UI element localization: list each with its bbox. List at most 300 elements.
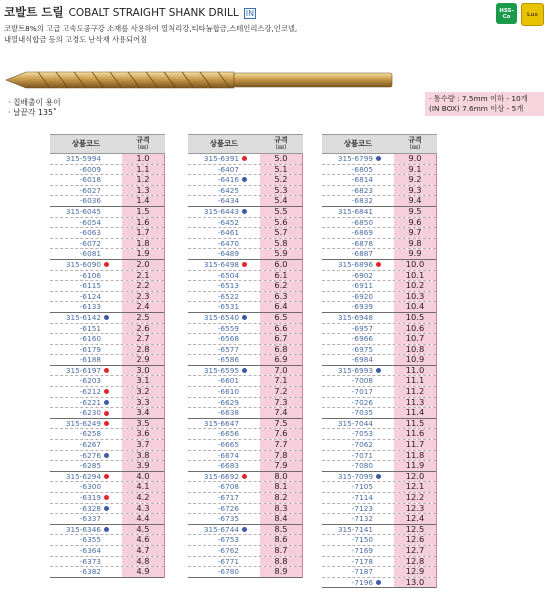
red-dot-icon [376,262,381,267]
header-size-label: 규격 [136,136,150,144]
size-cell: 6.1 [260,271,302,281]
product-code-cell [322,546,394,556]
product-code-cell [50,207,122,217]
product-code: -6939 [351,302,373,312]
product-code-cell [50,345,122,355]
product-code-cell [50,175,122,185]
product-code: -7178 [351,556,373,566]
product-code-cell [188,207,260,217]
size-cell: 6.5 [260,313,302,323]
product-code-cell [188,302,260,312]
size-cell: 5.4 [260,196,302,206]
header-size [394,135,436,153]
product-code-cell [188,260,260,270]
size-cell: 10.9 [394,355,436,365]
product-code: -7017 [351,387,373,397]
size-cell: 8.1 [260,482,302,492]
red-dot-icon [104,389,109,394]
size-cell: 5.9 [260,249,302,259]
product-code: -6717 [217,493,239,502]
product-code-cell [188,366,260,376]
product-code-cell [322,239,394,249]
blue-dot-icon [376,580,381,585]
product-code: -6133 [79,302,101,312]
product-code: -6300 [79,482,101,492]
size-cell: 6.4 [260,302,302,312]
product-code-cell [322,218,394,228]
size-cell: 3.9 [122,461,164,471]
product-code: 315-5994 [65,154,101,163]
blue-dot-icon [104,453,109,458]
product-code: -6054 [79,217,101,227]
product-code-cell [188,557,260,567]
size-cell: 7.8 [260,451,302,461]
product-code-cell [322,165,394,175]
size-cell: 1.0 [122,154,164,164]
table-row [322,313,436,324]
size-cell: 2.7 [122,334,164,344]
size-cell: 1.9 [122,249,164,259]
product-code: -6425 [217,185,239,195]
size-cell: 6.3 [260,292,302,302]
product-code: -6160 [79,334,101,344]
title-row [4,4,474,20]
size-cell: 9.9 [394,249,436,259]
product-code: -6328 [79,503,101,513]
table-rows [322,154,437,588]
product-code: -6151 [79,323,101,333]
product-code: -6513 [217,281,239,291]
header [4,4,474,45]
product-code-cell [188,165,260,175]
product-code-cell [188,218,260,228]
table-header [322,134,437,154]
size-cell: 7.7 [260,440,302,450]
product-code: 315-6993 [337,365,373,375]
product-code-cell [188,376,260,386]
product-code-cell [322,228,394,238]
product-code-cell [188,461,260,471]
product-code-cell [322,461,394,471]
product-code-cell [188,196,260,206]
product-code: -6416 [217,175,239,185]
product-code-cell [50,472,122,482]
product-code: -6063 [79,228,101,238]
product-code: -6601 [217,376,239,386]
size-cell: 2.1 [122,271,164,281]
size-cell: 6.6 [260,324,302,334]
table-row [322,546,436,557]
size-cell: 9.3 [394,186,436,196]
features [8,98,61,118]
size-cell: 3.0 [122,366,164,376]
product-code-cell [322,175,394,185]
size-cell: 10.6 [394,324,436,334]
product-code-cell [188,281,260,291]
size-cell: 9.2 [394,175,436,185]
product-code-cell [188,567,260,577]
size-cell: 2.3 [122,292,164,302]
size-cell: 6.9 [260,355,302,365]
product-code-cell [188,345,260,355]
size-cell: 7.1 [260,376,302,386]
size-cell: 3.8 [122,451,164,461]
product-code-cell [188,334,260,344]
product-code-cell [188,398,260,408]
product-code-cell [188,387,260,397]
product-code-cell [322,313,394,323]
header-size-label: 규격 [408,136,422,144]
size-cell: 10.0 [394,260,436,270]
size-cell: 7.0 [260,366,302,376]
product-code: -6762 [217,545,239,555]
product-code: -7053 [351,429,373,439]
product-code: -6470 [217,238,239,248]
product-code: -7008 [351,376,373,386]
product-code-cell [50,249,122,259]
product-code-cell [322,334,394,344]
table-row [322,578,436,589]
header-code: 상품코드 [71,139,101,148]
product-code: -6364 [79,545,101,555]
product-code-cell [188,525,260,535]
product-code-cell [50,196,122,206]
table-row [188,546,302,557]
product-code: -7026 [351,397,373,407]
size-cell: 11.4 [394,408,436,418]
product-code: -7080 [351,461,373,471]
product-code: -7169 [351,545,373,555]
product-code: -6018 [79,175,101,185]
product-code: -6276 [79,450,101,460]
size-cell: 8.5 [260,525,302,535]
product-code: -6780 [217,567,239,577]
product-code-cell [50,313,122,323]
size-cell: 11.1 [394,376,436,386]
table-row [50,493,164,504]
product-code: -6373 [79,556,101,566]
product-code: -6188 [79,355,101,365]
product-code: -6805 [351,164,373,174]
product-code-cell [50,493,122,503]
product-code-cell [50,302,122,312]
product-code-cell [50,419,122,429]
size-cell: 8.7 [260,546,302,556]
hss-co-logo-text: HSS-Co [499,7,514,20]
size-cell: 4.9 [122,567,164,577]
size-cell: 10.1 [394,271,436,281]
size-cell: 10.8 [394,345,436,355]
product-code: -6753 [217,535,239,545]
lux-logo-text: Lux [527,11,538,18]
product-code: -6586 [217,355,239,365]
size-cell: 12.8 [394,557,436,567]
product-code-cell [322,355,394,365]
blue-dot-icon [242,368,247,373]
product-code-cell [322,567,394,577]
blue-dot-icon [104,506,109,511]
in-tag: IN [245,9,255,18]
product-code: -6920 [351,291,373,301]
size-cell: 11.6 [394,429,436,439]
size-table-3 [322,134,437,588]
product-code-cell [322,186,394,196]
product-code: -6221 [79,397,101,407]
product-code-cell [50,429,122,439]
product-code-cell [322,493,394,503]
product-code-cell [50,292,122,302]
product-code: -6878 [351,238,373,248]
product-code: 315-6540 [203,312,239,322]
size-cell: 10.2 [394,281,436,291]
product-code-cell [322,324,394,334]
red-dot-icon [104,262,109,267]
table-row [322,154,436,165]
product-code-cell [322,514,394,524]
header-code: 상품코드 [209,139,239,148]
product-code-cell [50,408,122,418]
size-cell: 7.9 [260,461,302,471]
product-code-cell [322,207,394,217]
product-code-cell [50,504,122,514]
size-cell: 8.0 [260,472,302,482]
size-cell: 2.8 [122,345,164,355]
product-code-cell [188,504,260,514]
size-cell: 12.4 [394,514,436,524]
product-code: -6814 [351,175,373,185]
product-code: 315-6896 [337,259,373,269]
size-cell: 5.7 [260,228,302,238]
product-code: 315-7044 [337,418,373,428]
size-cell: 1.2 [122,175,164,185]
blue-dot-icon [242,209,247,214]
size-cell: 8.8 [260,557,302,567]
size-cell: 9.0 [394,154,436,164]
blue-dot-icon [242,177,247,182]
hss-co-logo [496,3,517,24]
product-code: 315-6948 [337,312,373,322]
product-code-cell [188,493,260,503]
product-code: -6124 [79,291,101,301]
blue-dot-icon [104,400,109,405]
description-line-1: 코발트8%의 고급 고속도공구강 소재를 사용하여 열처리강,티타늄합금,스테인리스강,인코넬, [4,24,298,33]
product-code: -6966 [351,334,373,344]
blue-dot-icon [242,315,247,320]
product-code: 315-6197 [65,365,101,375]
product-code: 315-6498 [203,259,239,269]
product-code-cell [188,429,260,439]
product-code: -6902 [351,270,373,280]
size-cell: 12.9 [394,567,436,577]
product-code: -6957 [351,323,373,333]
product-code: -6869 [351,228,373,238]
size-cell: 11.3 [394,398,436,408]
product-code: 315-6090 [65,259,101,269]
product-code-cell [322,292,394,302]
header-size [122,135,164,153]
product-code: -6337 [79,514,101,524]
product-code-cell [188,546,260,556]
size-cell: 13.0 [394,578,436,588]
product-code: -6975 [351,344,373,354]
product-code: -6434 [217,196,239,206]
product-code-cell [188,249,260,259]
size-cell: 12.0 [394,472,436,482]
product-code: -6036 [79,196,101,206]
product-code: -6489 [217,249,239,259]
product-code: -7062 [351,440,373,450]
product-code-cell [188,175,260,185]
table-row [50,154,164,165]
product-code: -6382 [79,567,101,577]
size-cell: 12.3 [394,504,436,514]
product-code-cell [188,154,260,164]
product-code-cell [322,154,394,164]
size-cell: 5.6 [260,218,302,228]
table-row [50,546,164,557]
size-cell: 4.1 [122,482,164,492]
product-code-cell [50,366,122,376]
size-cell: 9.6 [394,218,436,228]
size-cell: 8.9 [260,567,302,577]
product-code-cell [50,398,122,408]
table-row [188,493,302,504]
size-cell: 3.1 [122,376,164,386]
feature-chip-evacuation: · 칩배출이 용이 [8,98,61,107]
product-code-cell [50,557,122,567]
product-code-cell [188,228,260,238]
drill-bit-image [4,65,396,95]
table-row [322,260,436,271]
product-code: -6461 [217,228,239,238]
blue-dot-icon [104,527,109,532]
product-code: -7196 [351,577,373,587]
product-code: -6708 [217,482,239,492]
size-cell: 11.9 [394,461,436,471]
product-code-cell [50,514,122,524]
quantity-note-line-2: (IN BOX) 7.6mm 이상 - 5개 [429,104,524,113]
size-cell: 4.4 [122,514,164,524]
product-code-cell [322,376,394,386]
red-dot-icon [104,411,109,416]
size-cell: 11.2 [394,387,436,397]
size-cell: 4.2 [122,493,164,503]
size-cell: 12.5 [394,525,436,535]
product-code: 315-6391 [203,154,239,163]
product-code: 315-6647 [203,418,239,428]
product-code: -6230 [79,408,101,418]
size-cell: 1.6 [122,218,164,228]
product-code-cell [50,482,122,492]
product-code: -6504 [217,270,239,280]
product-code: -6179 [79,344,101,354]
size-cell: 10.5 [394,313,436,323]
table-row [50,207,164,218]
product-code-cell [188,355,260,365]
product-code: 315-6443 [203,206,239,216]
product-code-cell [50,218,122,228]
size-cell: 5.0 [260,154,302,164]
product-code: -7071 [351,450,373,460]
size-cell: 11.5 [394,419,436,429]
size-cell: 7.4 [260,408,302,418]
product-code: -6823 [351,185,373,195]
product-code: 315-6249 [65,418,101,428]
product-code: 315-6841 [337,206,373,216]
product-code: -6726 [217,503,239,513]
product-code-cell [188,535,260,545]
product-code-cell [322,451,394,461]
product-code: -7150 [351,535,373,545]
size-cell: 11.8 [394,451,436,461]
table-header [188,134,303,154]
title-english: COBALT STRAIGHT SHANK DRILL [68,7,239,19]
description-line-2: 내열내식합금 등의 고경도 난삭재 사용되어짐 [4,35,148,44]
red-dot-icon [104,368,109,373]
product-code-cell [188,271,260,281]
table-row [188,154,302,165]
size-cell: 10.3 [394,292,436,302]
product-code-cell [50,451,122,461]
size-cell: 11.7 [394,440,436,450]
product-code-cell [322,271,394,281]
size-cell: 5.3 [260,186,302,196]
size-cell: 4.0 [122,472,164,482]
product-code: -6577 [217,344,239,354]
product-code-cell [322,482,394,492]
product-code-cell [50,387,122,397]
product-code: 315-6294 [65,471,101,481]
size-cell: 6.7 [260,334,302,344]
product-code-cell [188,292,260,302]
product-code: -6009 [79,164,101,174]
size-cell: 3.3 [122,398,164,408]
product-code: -6027 [79,185,101,195]
size-table-2 [188,134,303,578]
size-cell: 5.2 [260,175,302,185]
size-cell: 1.1 [122,165,164,175]
product-code-cell [322,260,394,270]
size-cell: 12.7 [394,546,436,556]
product-code-cell [322,419,394,429]
table-row [188,567,302,578]
product-code: -6212 [79,387,101,397]
product-code-cell [188,451,260,461]
certification-logos [496,3,544,26]
product-code: 315-6045 [65,206,101,216]
product-code-cell [50,567,122,577]
product-code-cell [322,440,394,450]
product-code-cell [50,324,122,334]
product-code-cell [322,525,394,535]
product-code-cell [50,186,122,196]
quantity-note-line-1: · 통수량 : 7.5mm 이하 - 10개 [429,94,528,103]
size-cell: 2.5 [122,313,164,323]
size-cell: 7.3 [260,398,302,408]
size-cell: 1.8 [122,239,164,249]
size-cell: 9.1 [394,165,436,175]
product-code-cell [188,514,260,524]
product-code-cell [50,228,122,238]
product-code-cell [322,366,394,376]
size-cell: 3.2 [122,387,164,397]
product-code: -6319 [79,493,101,502]
product-code: -6832 [351,196,373,206]
product-code-cell [322,557,394,567]
red-dot-icon [104,421,109,426]
product-code: 315-6142 [65,312,101,322]
product-code: -6665 [217,440,239,450]
